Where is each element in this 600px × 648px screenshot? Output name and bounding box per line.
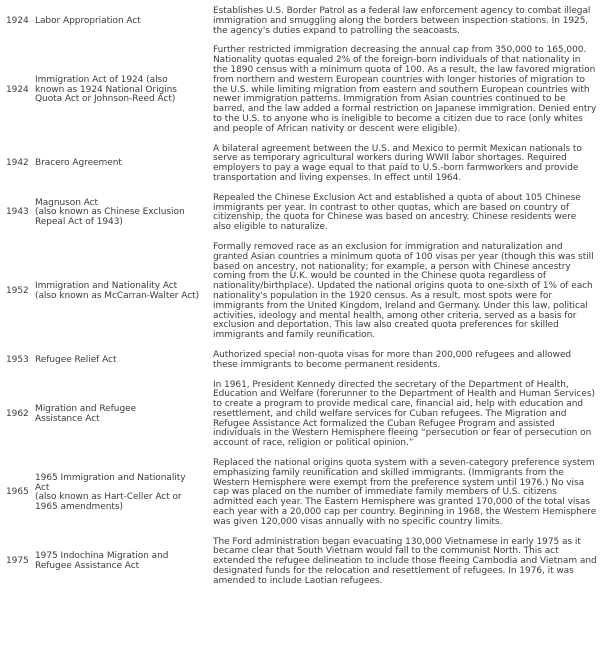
timeline-row	[6, 459, 597, 528]
act-description: A bilateral agreement between the U.S. and Mexico to permit Mexican nationals to serve as temporary agricultural workers during WWII labor shortages. Required employers to pay a wage equal to that paid to U.S.-born farmworkers and provide transportation and living expenses. In effect until 1964.	[213, 143, 582, 183]
act-year: 1965	[6, 487, 29, 498]
act-name-line: Refugee Relief Act	[35, 354, 117, 365]
act-name-line: (also known as Chinese Exclusion	[35, 207, 185, 218]
timeline-row	[6, 351, 597, 371]
act-name-line: Bracero Agreement	[35, 158, 122, 169]
act-name-line: known as 1924 National Origins	[35, 84, 177, 95]
timeline-row	[6, 538, 597, 587]
act-year: 1924	[6, 84, 29, 95]
act-name-line: Immigration Act of 1924 (also	[35, 74, 168, 85]
timeline-row	[6, 243, 597, 341]
act-name-line: Repeal Act of 1943)	[35, 217, 123, 228]
act-label-cell	[6, 7, 213, 36]
act-name	[35, 405, 213, 425]
act-name	[35, 159, 213, 169]
act-name	[35, 17, 213, 27]
timeline-rows	[6, 7, 597, 587]
act-name-line: Magnuson Act	[35, 197, 99, 208]
act-year: 1962	[6, 408, 29, 419]
act-name-line: Labor Appropriation Act	[35, 15, 141, 26]
act-name-line: Immigration and Nationality Act	[35, 281, 178, 292]
act-name	[35, 76, 213, 105]
act-name-line: Refugee Assistance Act	[35, 561, 140, 572]
act-name-line: (also known as Hart-Celler Act or	[35, 492, 182, 503]
act-description: Repealed the Chinese Exclusion Act and established a quota of about 105 Chinese immigrants per year. In contrast to other quotas, which are based on country of citizenship, the quota for Chinese was based on ancestry. Chinese residents were also eligible to naturalize.	[213, 192, 581, 233]
act-name	[35, 356, 213, 366]
act-label-cell	[6, 243, 213, 341]
act-description: Replaced the national origins quota system with a seven-category preference system emphasizing family reunification and skilled immigrants. (Immigrants from the Western Hemisphere were exempt from the preference system until 1976.) No visa cap was placed on the number of immediate family members of U.S. citizens admitted each year. The Eastern Hemisphere was granted 170,000 of the total visas each year with a 20,000 cap per country. Beginning in 1968, the Western Hemisphere was given 120,000 visas annually with no specific country limits.	[213, 458, 597, 527]
act-year: 1924	[6, 15, 29, 26]
act-year: 1943	[6, 207, 29, 218]
act-year: 1953	[6, 354, 29, 365]
act-name-line: (also known as McCarran-Walter Act)	[35, 290, 200, 301]
act-description: In 1961, President Kennedy directed the secretary of the Department of Health, Education and Welfare (forerunner to the Department of Health and Human Services) to create a program to provide medical care, financial aid, help with education and resettlement, and child welfare services for Cuban refugees. The Migration and Refugee Assistance Act formalized the Cuban Refugee Program and assisted individuals in the Western Hemisphere fleeing “persecution or fear of persecution on account of race, religion or political opinion.”	[213, 379, 595, 449]
act-label-cell	[6, 381, 213, 450]
act-name-line: Assistance Act	[35, 413, 100, 424]
act-name-line: Quota Act or Johnson-Reed Act)	[35, 94, 176, 105]
act-description: The Ford administration began evacuating 130,000 Vietnamese in early 1975 as it became clear that South Vietnam would fall to the communist North. This act extended the refugee delineation to include those fleeing Cambodia and Vietnam and designated funds for the relocation and resettlement of refugees. In 1976, it was amended to include Laotian refugees.	[213, 536, 597, 586]
act-name-line: Act	[35, 482, 50, 493]
act-label-cell	[6, 145, 213, 184]
act-label-cell	[6, 351, 213, 371]
act-name	[35, 474, 213, 513]
act-description: Establishes U.S. Border Patrol as a federal law enforcement agency to combat illegal immigration and smuggling along the borders between inspection stations. In 1925, the agency's duties expand to patrolling the seacoasts.	[213, 6, 591, 36]
act-description: Formally removed race as an exclusion for immigration and naturalization and granted Asian countries a minimum quota of 100 visas per year (though this was still based on ancestry, not nationality; for example, a person with Chinese ancestry coming from the U.K. would be counted in the Chinese quota regardless of nationality/birthplace). Updated the national origins quota to one-sixth of 1% of each nationality's population in the 1920 census. As a result, most spots were for immigrants from the United Kingdom, Ireland and Germany. Under this law, political activities, ideology and mental health, among other criteria, served as a basis for exclusion and deportation. This law also created quota preferences for skilled immigrants and family reunification.	[213, 241, 594, 341]
act-name-line: 1965 Immigration and Nationality	[35, 472, 186, 483]
act-name	[35, 282, 213, 302]
act-description: Further restricted immigration decreasing the annual cap from 350,000 to 165,000. Nationality quotas equaled 2% of the foreign-born individuals of that nationality in the 1890 census with a minimum quota of 100. As a result, the law favored migration from northern and western European countries with longer histories of migration to the U.S. while limiting migration from eastern and southern European countries with newer immigration patterns. Immigration from Asian countries continued to be barred, and the law added a formal restriction on Japanese immigration. Denied entry to the U.S. to anyone who is ineligible to become a citizen due to race (only whites and people of African nativity or descent were eligible).	[213, 45, 597, 134]
act-year: 1975	[6, 556, 29, 567]
act-year: 1952	[6, 286, 29, 297]
timeline-row	[6, 46, 597, 134]
act-name-line: Migration and Refugee	[35, 403, 137, 414]
act-name	[35, 199, 213, 228]
act-name-line: 1965 amendments)	[35, 502, 123, 513]
act-label-cell	[6, 194, 213, 233]
act-label-cell	[6, 538, 213, 587]
act-year: 1942	[6, 158, 29, 169]
timeline-row	[6, 145, 597, 184]
timeline-row	[6, 381, 597, 450]
timeline-row	[6, 7, 597, 36]
act-label-cell	[6, 459, 213, 528]
act-name-line: 1975 Indochina Migration and	[35, 551, 169, 562]
timeline-row	[6, 194, 597, 233]
act-label-cell	[6, 46, 213, 134]
act-description: Authorized special non-quota visas for more than 200,000 refugees and allowed these immigrants to become permanent residents.	[213, 349, 572, 370]
act-name	[35, 552, 213, 572]
